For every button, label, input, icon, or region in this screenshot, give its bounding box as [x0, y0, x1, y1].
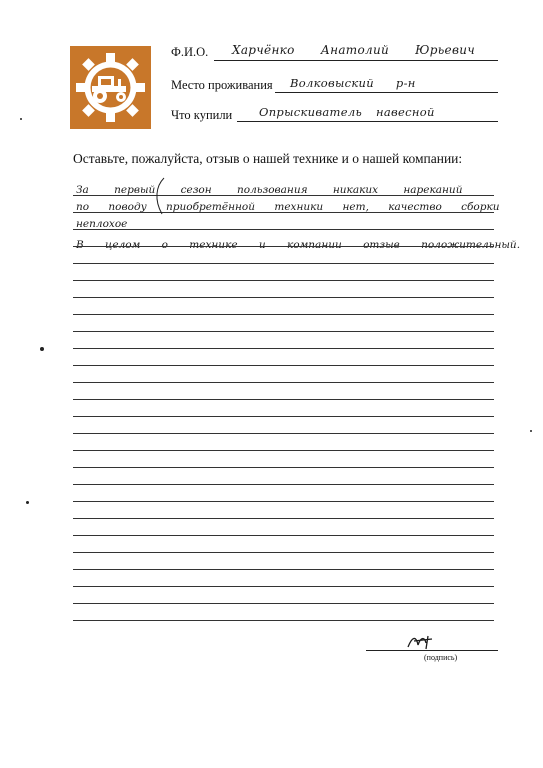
scan-speck — [530, 430, 532, 432]
ruled-line — [73, 569, 494, 570]
ruled-line — [73, 348, 494, 349]
ruled-line — [73, 365, 494, 366]
review-line-4: В целом о технике и компании отзыв положительный. — [76, 239, 521, 251]
ruled-line — [73, 467, 494, 468]
tractor-gear-icon — [70, 46, 151, 129]
ruled-line — [73, 314, 494, 315]
scan-speck — [40, 347, 44, 351]
review-line-3: неплохое — [76, 218, 128, 230]
purchase-label: Что купили — [171, 108, 233, 122]
residence-value: Волковыский р-н — [290, 76, 416, 90]
signature-mark — [402, 633, 448, 651]
fio-label: Ф.И.О. — [171, 45, 209, 59]
purchase-underline — [237, 121, 498, 122]
ruled-line — [73, 280, 494, 281]
ruled-line — [73, 331, 494, 332]
ruled-line — [73, 416, 494, 417]
signature-line — [366, 650, 498, 651]
ruled-line — [73, 399, 494, 400]
ruled-line — [73, 450, 494, 451]
ruled-line — [73, 212, 494, 213]
ruled-line — [73, 246, 494, 247]
fio-underline — [214, 60, 498, 61]
ruled-line — [73, 382, 494, 383]
review-prompt: Оставьте, пожалуйста, отзыв о нашей технике и о нашей компании: — [73, 151, 463, 166]
ruled-line — [73, 195, 494, 196]
ruled-line — [73, 535, 494, 536]
ruled-line — [73, 229, 494, 230]
pen-mark — [150, 176, 170, 216]
scan-speck — [20, 118, 22, 120]
review-line-1: За первый сезон пользования никаких нареканий — [76, 184, 463, 196]
ruled-line — [73, 433, 494, 434]
ruled-line — [73, 603, 494, 604]
ruled-line — [73, 620, 494, 621]
ruled-line — [73, 484, 494, 485]
residence-underline — [275, 92, 498, 93]
ruled-line — [73, 518, 494, 519]
residence-label: Место проживания — [171, 78, 273, 92]
ruled-line — [73, 297, 494, 298]
ruled-line — [73, 586, 494, 587]
signature-caption: (подпись) — [424, 653, 458, 662]
purchase-value: Опрыскиватель навесной — [259, 105, 435, 119]
ruled-line — [73, 552, 494, 553]
company-logo — [70, 46, 151, 129]
scan-speck — [26, 501, 29, 504]
ruled-line — [73, 501, 494, 502]
fio-value: Харчёнко Анатолий Юрьевич — [232, 43, 476, 57]
ruled-line — [73, 263, 494, 264]
review-line-2: по поводу приобретённой техники нет, качество сборки — [76, 201, 500, 213]
